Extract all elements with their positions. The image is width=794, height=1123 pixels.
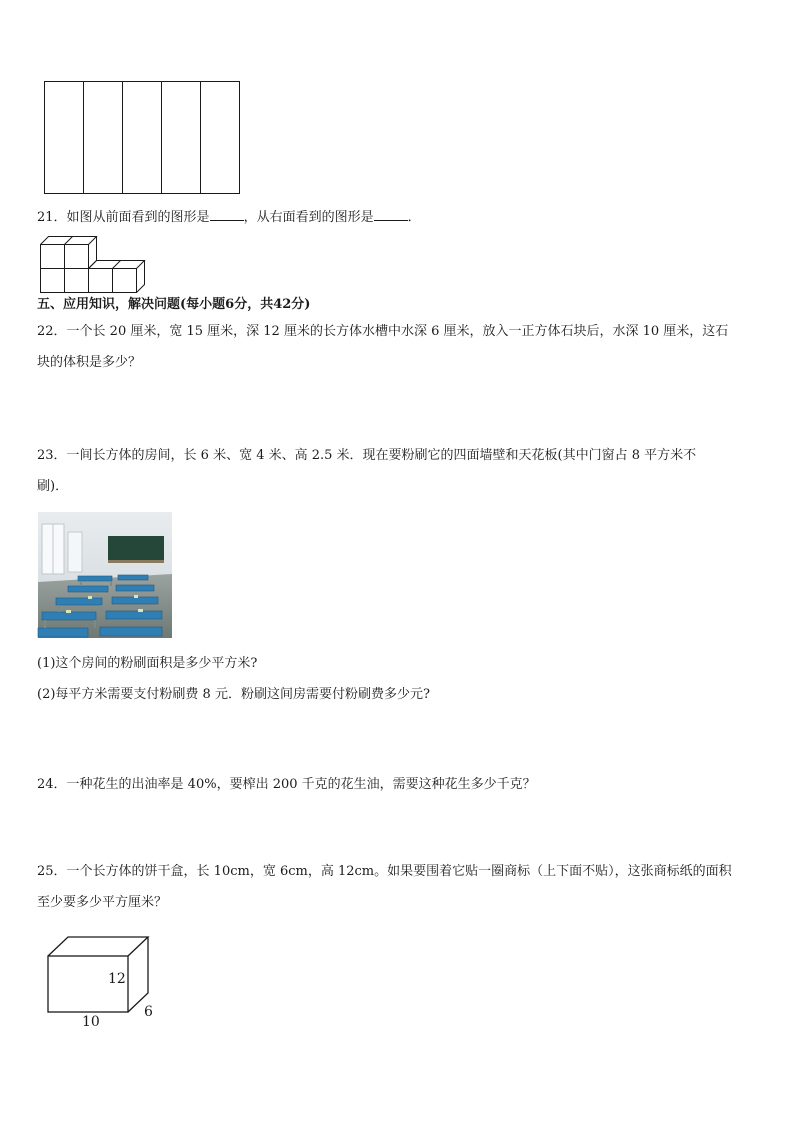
classroom-photo [38,512,172,638]
cuboid-length-label: 10 [82,1014,100,1030]
cuboid-figure [47,936,157,1018]
q22-line-2: 块的体积是多少？ [37,355,142,370]
q23-sub-2: (2)每平方米需要支付粉刷费 8 元．粉刷这间房需要付粉刷费多少元? [37,687,430,702]
q21-text-a: 如图从前面看到的图形是 [66,210,210,225]
q21-number: 21． [37,210,67,225]
q25-line-1: 25．一个长方体的饼干盒，长 10cm，宽 6cm，高 12cm。如果要围着它贴一圈商标（上下面不贴），这张商标纸的面积 [37,864,732,879]
cube-stack-figure [40,236,150,294]
cuboid-width-label: 6 [144,1004,153,1020]
question-21 [37,208,421,227]
q23-line-2: 刷)． [37,479,69,494]
q21-text-c: ． [407,210,421,225]
q23-sub-1: (1)这个房间的粉刷面积是多少平方米? [37,656,258,671]
q21-text-b: ，从右面看到的图形是 [243,210,374,225]
q25-line-2: 至少要多少平方厘米？ [37,895,168,910]
strip-rectangle-figure [44,81,240,195]
section-5-heading: 五、应用知识，解决问题(每小题6分，共42分) [37,297,311,312]
q24-line-1: 24．一种花生的出油率是 40%，要榨出 200 千克的花生油，需要这种花生多少千克？ [37,777,536,792]
q21-blank-right [374,208,408,221]
q22-line-1: 22．一个长 20 厘米，宽 15 厘米，深 12 厘米的长方体水槽中水深 6 厘米，放入一正方体石块后，水深 10 厘米，这石 [37,324,729,339]
q23-line-1: 23．一间长方体的房间，长 6 米、宽 4 米、高 2.5 米．现在要粉刷它的四面墙壁和天花板(其中门窗占 8 平方米不 [37,448,697,463]
cuboid-height-label: 12 [108,971,126,987]
q21-blank-front [210,208,244,221]
